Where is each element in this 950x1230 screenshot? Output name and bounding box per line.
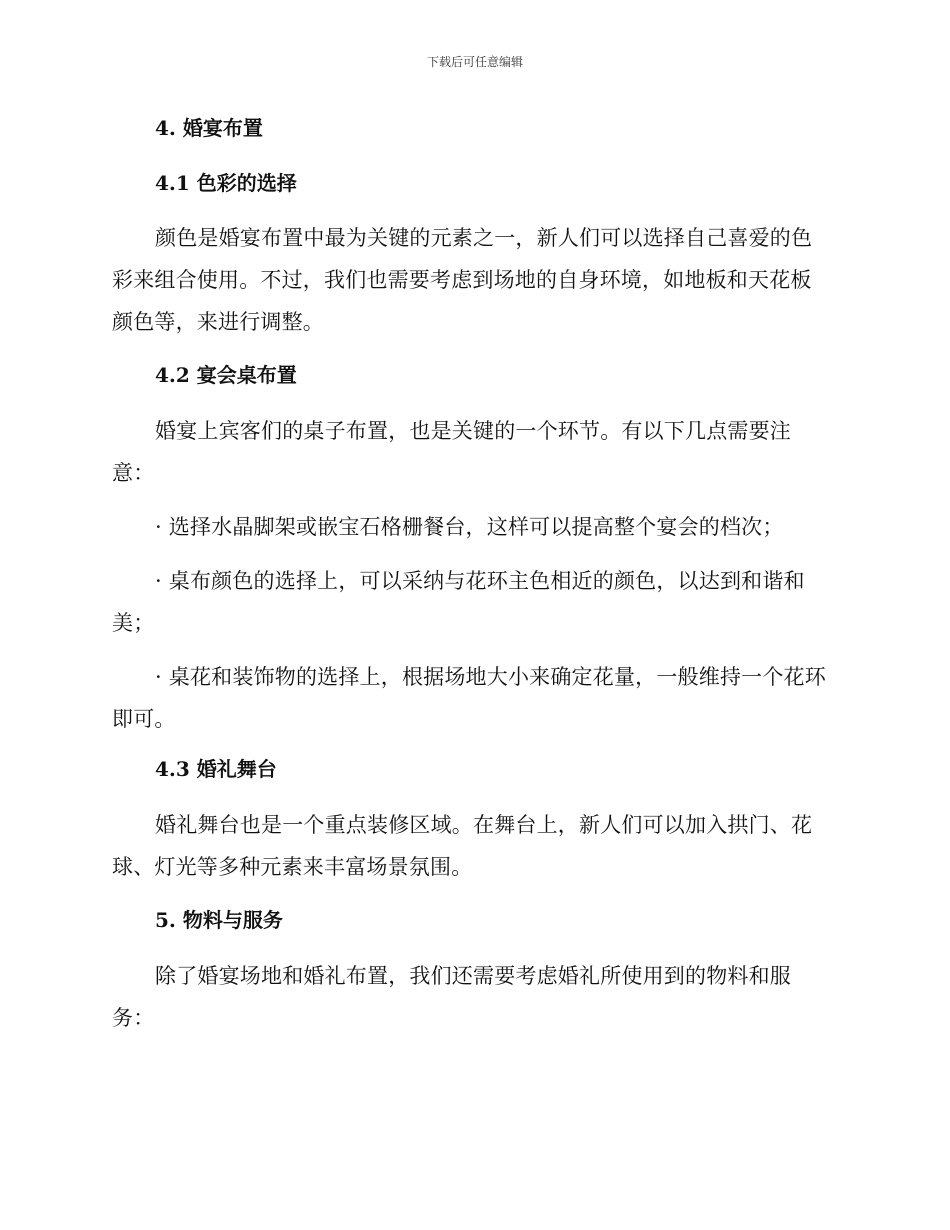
section-4-3-heading: 4.3 婚礼舞台 <box>155 757 277 781</box>
bullet-item-2: · 桌布颜色的选择上，可以采纳与花环主色相近的颜色，以达到和谐和美； <box>112 569 805 635</box>
section-4-1-paragraph: 颜色是婚宴布置中最为关键的元素之一，新人们可以选择自己喜爱的色彩来组合使用。不过，我们也需要考虑到场地的自身环境，如地板和天花板颜色等，来进行调整。 <box>112 226 813 334</box>
bullet-item-1: · 选择水晶脚架或嵌宝石格栅餐台，这样可以提高整个宴会的档次； <box>155 515 784 539</box>
section-4-2-paragraph: 婚宴上宾客们的桌子布置，也是关键的一个环节。有以下几点需要注意： <box>112 419 791 485</box>
section-5-heading: 5. 物料与服务 <box>155 908 283 932</box>
section-4-heading: 4. 婚宴布置 <box>155 116 263 140</box>
section-4-2-heading: 4.2 宴会桌布置 <box>155 363 297 387</box>
section-5-paragraph: 除了婚宴场地和婚礼布置，我们还需要考虑婚礼所使用到的物料和服务： <box>112 964 791 1030</box>
bullet-item-3: · 桌花和装饰物的选择上，根据场地大小来确定花量，一般维持一个花环即可。 <box>112 665 826 731</box>
header-note: 下载后可任意编辑 <box>426 55 523 69</box>
section-4-3-paragraph: 婚礼舞台也是一个重点装修区域。在舞台上，新人们可以加入拱门、花球、灯光等多种元素来丰富场景氛围。 <box>112 813 813 879</box>
section-4-1-heading: 4.1 色彩的选择 <box>155 171 297 195</box>
document-content <box>112 110 832 1039</box>
